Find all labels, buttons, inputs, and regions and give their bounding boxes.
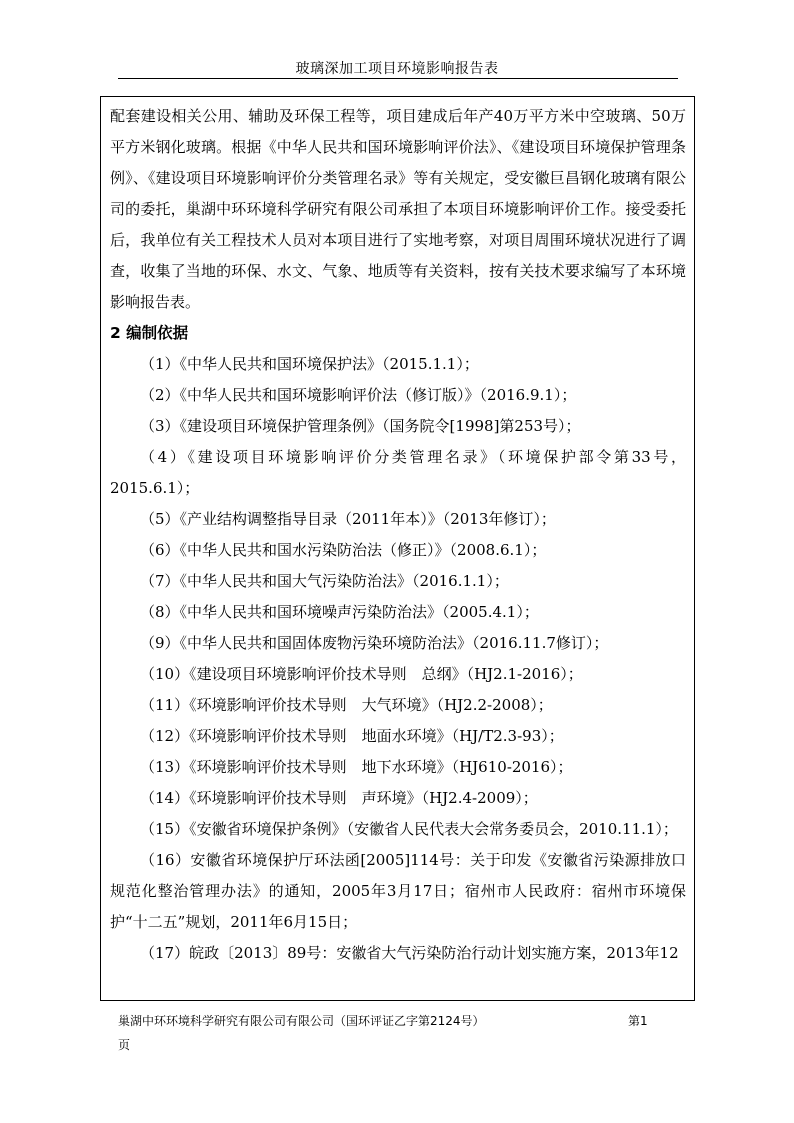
content-box <box>100 96 695 1001</box>
content-body <box>101 97 694 969</box>
reference-item: （11）《环境影响评价技术导则 大气环境》（HJ2.2-2008）； <box>140 696 553 714</box>
section-heading: 2 编制依据 <box>110 324 189 342</box>
header-divider <box>118 78 678 79</box>
reference-item: （7）《中华人民共和国大气污染防治法》（2016.1.1）； <box>140 572 509 590</box>
reference-item: （14）《环境影响评价技术导则 声环境》（HJ2.4-2009）； <box>140 789 538 807</box>
reference-item: （10）《建设项目环境影响评价技术导则 总纲》（HJ2.1-2016）； <box>140 665 583 683</box>
footer-company: 巢湖中环环境科学研究有限公司有限公司（国环评证乙字第2124号） <box>118 1014 485 1028</box>
footer-page-number: 第1 <box>628 1014 648 1028</box>
reference-item: （1）《中华人民共和国环境保护法》（2015.1.1）； <box>140 355 479 373</box>
reference-item: （5）《产业结构调整指导目录（2011年本）》（2013年修订）； <box>140 510 556 528</box>
reference-item: （16）安徽省环境保护厅环法函[2005]114号：关于印发《安徽省污染源排放口规范化整治管理办法》的通知，2005年3月17日；宿州市人民政府：宿州市环境保护“十二五”规划，2011年6月15日； <box>110 851 686 931</box>
reference-item: （6）《中华人民共和国水污染防治法（修正）》（2008.6.1）； <box>140 541 547 559</box>
reference-item: （8）《中华人民共和国环境噪声污染防治法》（2005.4.1）； <box>140 603 539 621</box>
reference-list <box>110 349 686 969</box>
reference-item: （12）《环境影响评价技术导则 地面水环境》（HJ/T2.3-93）； <box>140 727 564 745</box>
intro-paragraph: 配套建设相关公用、辅助及环保工程等，项目建成后年产40万平方米中空玻璃、50万平方米钢化玻璃。根据《中华人民共和国环境影响评价法》、《建设项目环境保护管理条例》、《建设项目环境影响评价分类管理名录》等有关规定，受安徽巨昌钢化玻璃有限公司的委托，巢湖中环环境科学研究有限公司承担了本项目环境影响评价工作。接受委托后，我单位有关工程技术人员对本项目进行了实地考察，对项目周围环境状况进行了调查，收集了当地的环保、水文、气象、地质等有关资料，按有关技术要求编写了本环境影响报告表。 <box>110 107 686 311</box>
footer-page-suffix: 页 <box>118 1038 131 1052</box>
reference-item: （4）《建设项目环境影响评价分类管理名录》（环境保护部令第33号，2015.6.1）； <box>110 448 686 497</box>
reference-item: （2）《中华人民共和国环境影响评价法（修订版）》（2016.9.1）； <box>140 386 577 404</box>
reference-item: （15）《安徽省环境保护条例》（安徽省人民代表大会常务委员会，2010.11.1）； <box>140 820 678 838</box>
reference-item: （9）《中华人民共和国固体废物污染环境防治法》（2016.11.7修订）； <box>140 634 609 652</box>
reference-item: （3）《建设项目环境保护管理条例》（国务院令[1998]第253号）； <box>140 417 581 435</box>
reference-item: （13）《环境影响评价技术导则 地下水环境》（HJ610-2016）； <box>140 758 573 776</box>
report-title: 玻璃深加工项目环境影响报告表 <box>295 61 499 77</box>
reference-item: （17）皖政〔2013〕89号：安徽省大气污染防治行动计划实施方案，2013年12 <box>140 944 679 962</box>
